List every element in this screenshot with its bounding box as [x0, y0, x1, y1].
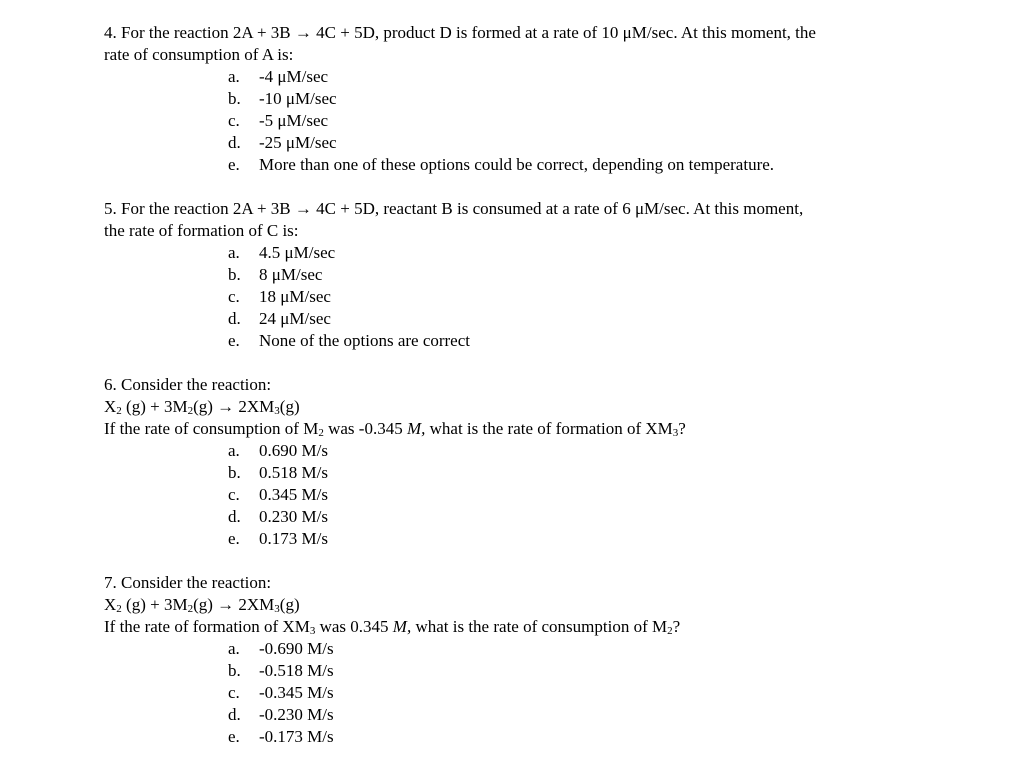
option-letter: b. [228, 265, 241, 284]
question-4-stem: 4. For the reaction 2A + 3B → 4C + 5D, product D is formed at a rate of 10 μM/sec. At this moment, the [104, 23, 816, 42]
option-letter: e. [228, 331, 240, 350]
option-item[interactable] [104, 132, 924, 154]
option-letter: e. [228, 155, 240, 174]
option-text: More than one of these options could be correct, depending on temperature. [259, 155, 775, 174]
option-letter: c. [228, 485, 240, 504]
option-text: -0.690 M/s [259, 639, 334, 658]
spacer [104, 550, 924, 572]
option-letter: b. [228, 661, 241, 680]
option-item[interactable] [104, 88, 924, 110]
option-text: 24 μM/sec [259, 309, 331, 328]
option-item[interactable] [104, 154, 924, 176]
spacer [104, 176, 924, 198]
subscript: 2 [187, 405, 194, 417]
subscript: 2 [116, 603, 122, 615]
worksheet-page [104, 22, 924, 748]
question-7 [104, 572, 924, 748]
reaction-part: (g) + 3M [121, 595, 188, 614]
question-5-options [104, 242, 924, 352]
option-item[interactable] [104, 110, 924, 132]
option-text: None of the options are correct [259, 331, 470, 350]
subscript: 3 [274, 405, 280, 417]
question-6 [104, 374, 924, 550]
question-4-stem-continued: rate of consumption of A is: [104, 45, 294, 64]
option-text: -0.345 M/s [259, 683, 334, 702]
option-text: -25 μM/sec [259, 133, 337, 152]
reaction-part: (g) → 2XM [193, 397, 275, 416]
option-text: 8 μM/sec [259, 265, 323, 284]
option-text: -10 μM/sec [259, 89, 337, 108]
option-item[interactable] [104, 330, 924, 352]
reaction-part: (g) → 2XM [193, 595, 275, 614]
question-7-reaction [104, 594, 924, 616]
option-text: -0.230 M/s [259, 705, 334, 724]
option-text: 18 μM/sec [259, 287, 331, 306]
option-item[interactable] [104, 484, 924, 506]
question-5 [104, 198, 924, 352]
subscript: 3 [309, 625, 316, 637]
option-text: 0.690 M/s [259, 441, 328, 460]
option-text: -0.518 M/s [259, 661, 334, 680]
prompt-part: ? [672, 617, 681, 636]
option-text: 0.345 M/s [259, 485, 328, 504]
option-letter: e. [228, 529, 240, 548]
question-6-prompt [104, 418, 924, 440]
option-letter: a. [228, 441, 240, 460]
option-letter: a. [228, 67, 240, 86]
prompt-part: what is the rate of consumption of M [411, 617, 668, 636]
question-5-stem: 5. For the reaction 2A + 3B → 4C + 5D, reactant B is consumed at a rate of 6 μM/sec. At this moment, [104, 199, 804, 218]
reaction-part: (g) [279, 397, 300, 416]
option-letter: d. [228, 705, 241, 724]
question-6-options [104, 440, 924, 550]
subscript: 2 [187, 603, 194, 615]
question-7-options [104, 638, 924, 748]
option-letter: d. [228, 507, 241, 526]
subscript: 3 [274, 603, 280, 615]
prompt-part: ? [678, 419, 686, 438]
question-6-stem: 6. Consider the reaction: [104, 375, 272, 394]
option-letter: b. [228, 89, 241, 108]
option-letter: c. [228, 111, 240, 130]
option-letter: a. [228, 639, 240, 658]
option-item[interactable] [104, 660, 924, 682]
spacer [104, 352, 924, 374]
subscript: 2 [318, 427, 324, 439]
molarity-unit: M, [406, 419, 426, 438]
reaction-part: X [104, 397, 117, 416]
subscript: 2 [116, 405, 122, 417]
option-text: -4 μM/sec [259, 67, 329, 86]
option-letter: a. [228, 243, 240, 262]
subscript: 3 [672, 427, 679, 439]
reaction-part: (g) [279, 595, 300, 614]
prompt-part: was 0.345 [315, 617, 393, 636]
prompt-part: what is the rate of formation of XM [425, 419, 673, 438]
option-text: 0.518 M/s [259, 463, 328, 482]
question-6-reaction [104, 396, 924, 418]
question-7-prompt [104, 616, 924, 638]
molarity-unit: M, [392, 617, 412, 636]
option-item[interactable] [104, 682, 924, 704]
option-text: -0.173 M/s [259, 727, 334, 746]
option-item[interactable] [104, 528, 924, 550]
option-item[interactable] [104, 308, 924, 330]
option-letter: d. [228, 133, 241, 152]
option-letter: d. [228, 309, 241, 328]
option-item[interactable] [104, 704, 924, 726]
option-item[interactable] [104, 440, 924, 462]
option-item[interactable] [104, 66, 924, 88]
prompt-part: If the rate of consumption of M [104, 419, 319, 438]
question-4 [104, 22, 924, 176]
prompt-part: was -0.345 [323, 419, 407, 438]
option-text: 4.5 μM/sec [259, 243, 336, 262]
option-item[interactable] [104, 242, 924, 264]
option-letter: c. [228, 683, 240, 702]
option-letter: e. [228, 727, 240, 746]
option-text: 0.230 M/s [259, 507, 328, 526]
option-item[interactable] [104, 726, 924, 748]
option-item[interactable] [104, 638, 924, 660]
reaction-part: (g) + 3M [121, 397, 188, 416]
option-item[interactable] [104, 286, 924, 308]
option-item[interactable] [104, 264, 924, 286]
question-7-stem: 7. Consider the reaction: [104, 573, 272, 592]
option-item[interactable] [104, 462, 924, 484]
option-text: -5 μM/sec [259, 111, 329, 130]
question-5-stem-continued: the rate of formation of C is: [104, 221, 299, 240]
prompt-part: If the rate of formation of XM [104, 617, 310, 636]
option-text: 0.173 M/s [259, 529, 328, 548]
option-letter: b. [228, 463, 241, 482]
subscript: 2 [667, 625, 673, 637]
option-letter: c. [228, 287, 240, 306]
option-item[interactable] [104, 506, 924, 528]
reaction-part: X [104, 595, 117, 614]
question-4-options [104, 66, 924, 176]
